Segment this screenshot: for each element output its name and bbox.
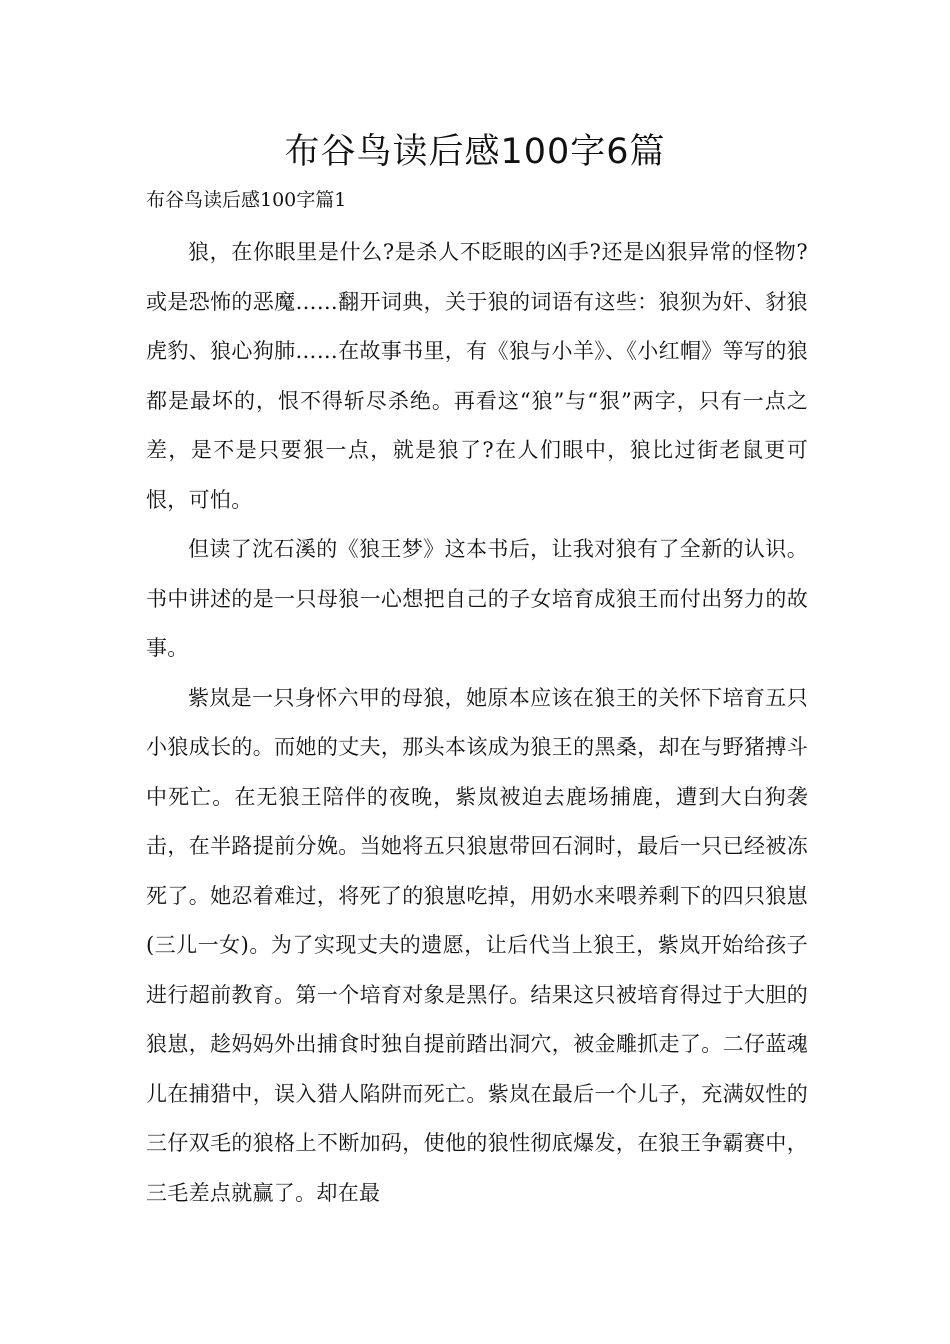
paragraph-3: 紫岚是一只身怀六甲的母狼，她原本应该在狼王的关怀下培育五只小狼成长的。而她的丈夫，那头本该成为狼王的黑桑，却在与野猪搏斗中死亡。在无狼王陪伴的夜晚，紫岚被迫去鹿场捕鹿，遭到大白狗袭击，在半路提前分娩。当她将五只狼崽带回石洞时，最后一只已经被冻死了。她忍着难过，将死了的狼崽吃掉，用奶水来喂养剩下的四只狼崽(三儿一女)。为了实现丈夫的遗愿，让后代当上狼王，紫岚开始给孩子进行超前教育。第一个培育对象是黑仔。结果这只被培育得过于大胆的狼崽，趁妈妈外出捕食时独自提前踏出洞穴，被金雕抓走了。二仔蓝魂儿在捕猎中，误入猎人陷阱而死亡。紫岚在最后一个儿子，充满奴性的三仔双毛的狼格上不断加码，使他的狼性彻底爆发，在狼王争霸赛中，三毛差点就赢了。却在最 — [146, 685, 808, 1205]
section-heading: 布谷鸟读后感100字篇1 — [146, 189, 347, 211]
document-title: 布谷鸟读后感100字6篇 — [284, 132, 666, 172]
paragraph-1: 狼，在你眼里是什么?是杀人不眨眼的凶手?还是凶狠异常的怪物?或是恐怖的恶魔……翻开词典，关于狼的词语有这些：狼狈为奸、豺狼虎豹、狼心狗肺……在故事书里，有《狼与小羊》、《小红帽》等写的狼都是最坏的，恨不得斩尽杀绝。再看这“狼”与“狠”两字，只有一点之差，是不是只要狠一点，就是狼了?在人们眼中，狼比过街老鼠更可恨，可怕。 — [146, 240, 808, 512]
paragraph-2: 但读了沈石溪的《狼王梦》这本书后，让我对狼有了全新的认识。书中讲述的是一只母狼一心想把自己的子女培育成狼王而付出努力的故事。 — [146, 537, 808, 660]
body-text — [146, 228, 808, 1218]
